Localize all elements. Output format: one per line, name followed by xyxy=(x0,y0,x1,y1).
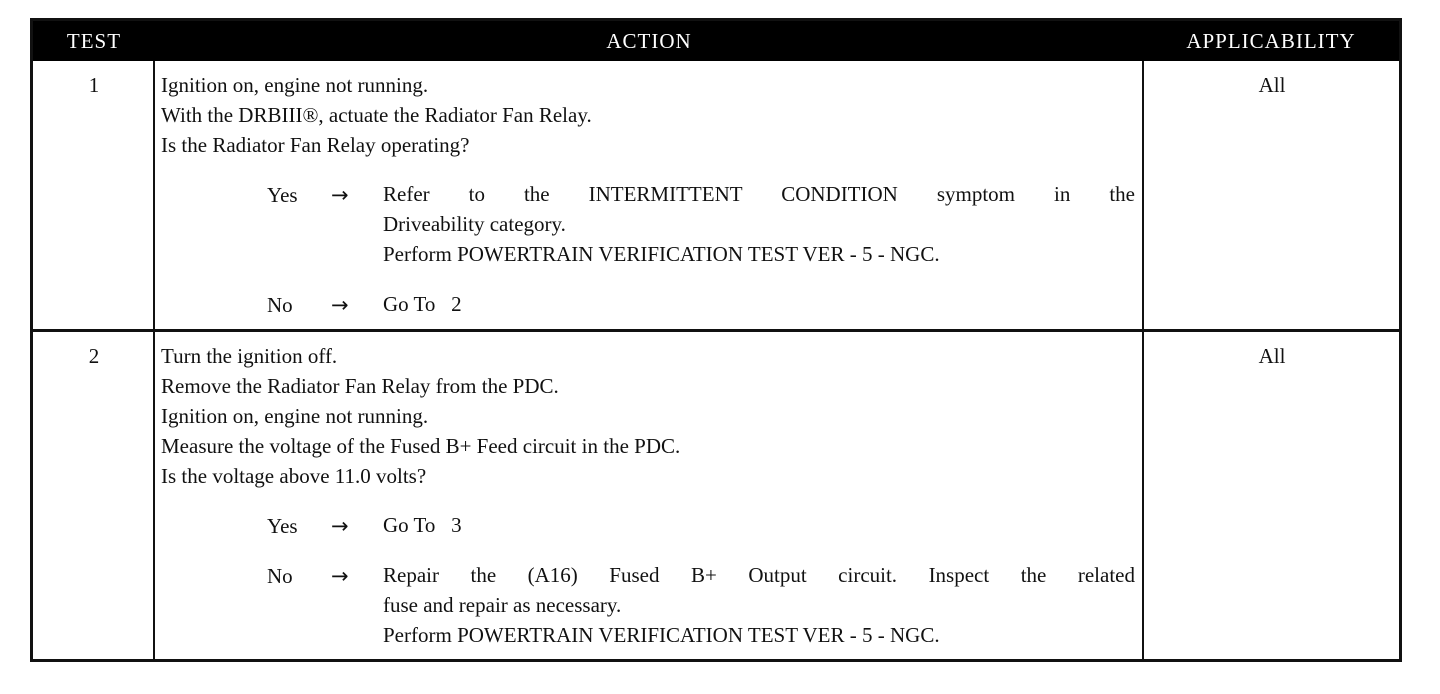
arrow-right-icon: → xyxy=(331,293,349,317)
response-line: fuse and repair as necessary. xyxy=(383,593,622,617)
action-line: With the DRBIII®, actuate the Radiator Fan Relay. xyxy=(161,103,592,127)
header-test: TEST xyxy=(66,29,122,53)
diagnostic-test-table xyxy=(30,18,1402,662)
arrow-right-icon: → xyxy=(331,183,349,207)
test-number: 2 xyxy=(88,344,100,368)
arrow-right-icon: → xyxy=(331,564,349,588)
table-row xyxy=(33,61,1399,329)
action-line: Ignition on, engine not running. xyxy=(161,404,429,428)
action-line: Remove the Radiator Fan Relay from the PDC. xyxy=(161,374,559,398)
response-line: Perform POWERTRAIN VERIFICATION TEST VER - 5 - NGC. xyxy=(383,242,940,266)
action-line: Measure the voltage of the Fused B+ Feed circuit in the PDC. xyxy=(161,434,681,458)
applicability-value: All xyxy=(1258,73,1286,97)
header-action: ACTION xyxy=(606,29,692,53)
response-line: Driveability category. xyxy=(383,212,566,236)
response-no-label: No xyxy=(267,293,293,317)
table-row xyxy=(33,332,1399,659)
response-no-label: No xyxy=(267,564,293,588)
action-line: Ignition on, engine not running. xyxy=(161,73,429,97)
action-line: Is the Radiator Fan Relay operating? xyxy=(161,133,470,157)
header-applicability: APPLICABILITY xyxy=(1186,29,1356,53)
response-yes-label: Yes xyxy=(267,514,298,538)
response-yes-text: Go To 3 xyxy=(383,513,462,537)
response-yes-text xyxy=(383,179,1135,269)
action-line: Is the voltage above 11.0 volts? xyxy=(161,464,427,488)
response-line: Refer to the INTERMITTENT CONDITION symptom in the xyxy=(383,182,1135,206)
arrow-right-icon: → xyxy=(331,514,349,538)
action-line: Turn the ignition off. xyxy=(161,344,338,368)
response-no-text xyxy=(383,560,1135,650)
response-no-text: Go To 2 xyxy=(383,292,462,316)
table-header xyxy=(33,21,1399,61)
test-number: 1 xyxy=(88,73,100,97)
response-yes-label: Yes xyxy=(267,183,298,207)
response-line: Repair the (A16) Fused B+ Output circuit. Inspect the related xyxy=(383,563,1135,587)
response-line: Perform POWERTRAIN VERIFICATION TEST VER - 5 - NGC. xyxy=(383,623,940,647)
applicability-value: All xyxy=(1258,344,1286,368)
